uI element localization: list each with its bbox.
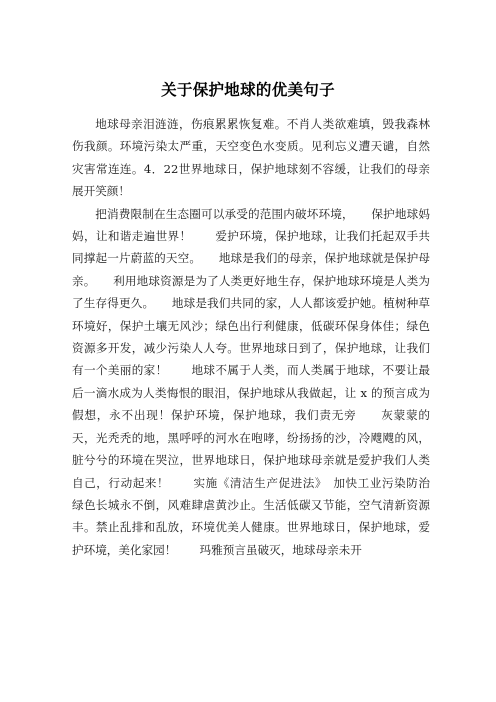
paragraph-2: 把消费限制在生态圈可以承受的范围内破坏环境， 保护地球妈妈，让和谐走遍世界！ 爱护环境，保护地球，让我们托起双手共同撑起一片蔚蓝的天空。 地球是我们的母亲，保护地球就是保护母亲。 利用地球资源是为了人类更好地生存，保护地球环境是人类为了生存得更久。 地球是我们共同的家，人人都该爱护她。植树种草环境好，保护土壤无风沙；绿色出行利健康，低碳环保身体佳；绿色资源多开发，减少污染人人夸。世界地球日到了，保护地球，让我们有一个美丽的家！ 地球不属于人类，而人类属于地球，不要让最后一滴水成为人类悔恨的眼泪，保护地球从我做起，让 x 的预言成为假想，永不出现！保护环境，保护地球，我们责无旁 灰蒙蒙的天，光秃秃的地，黑呼呼的河水在咆哮，纷扬扬的沙，冷飕飕的风，脏兮兮的环境在哭泣，世界地球日，保护地球母亲就是爱护我们人类自己，行动起来！ 实施《清洁生产促进法》 加快工业污染防治 绿色长城永不倒，风难肆虐黄沙止。生活低碳又节能，空气清新资源丰。禁止乱排和乱放，环境优美人健康。世界地球日，保护地球，爱护环境，美化家园！ 玛雅预言虽破灭，地球母亲未开	[72, 206, 454, 557]
document-title: 关于保护地球的优美句子	[161, 81, 335, 99]
paragraph-1: 地球母亲泪涟涟，伤痕累累恢复难。不肖人类欲难填，毁我森林伤我颜。环境污染太严重，天空变色水变质。见利忘义遭天谴，自然灾害常连连。4．22世界地球日，保护地球刻不容缓，让我们的母亲展开笑颜！	[72, 117, 430, 199]
document-body	[72, 113, 454, 561]
